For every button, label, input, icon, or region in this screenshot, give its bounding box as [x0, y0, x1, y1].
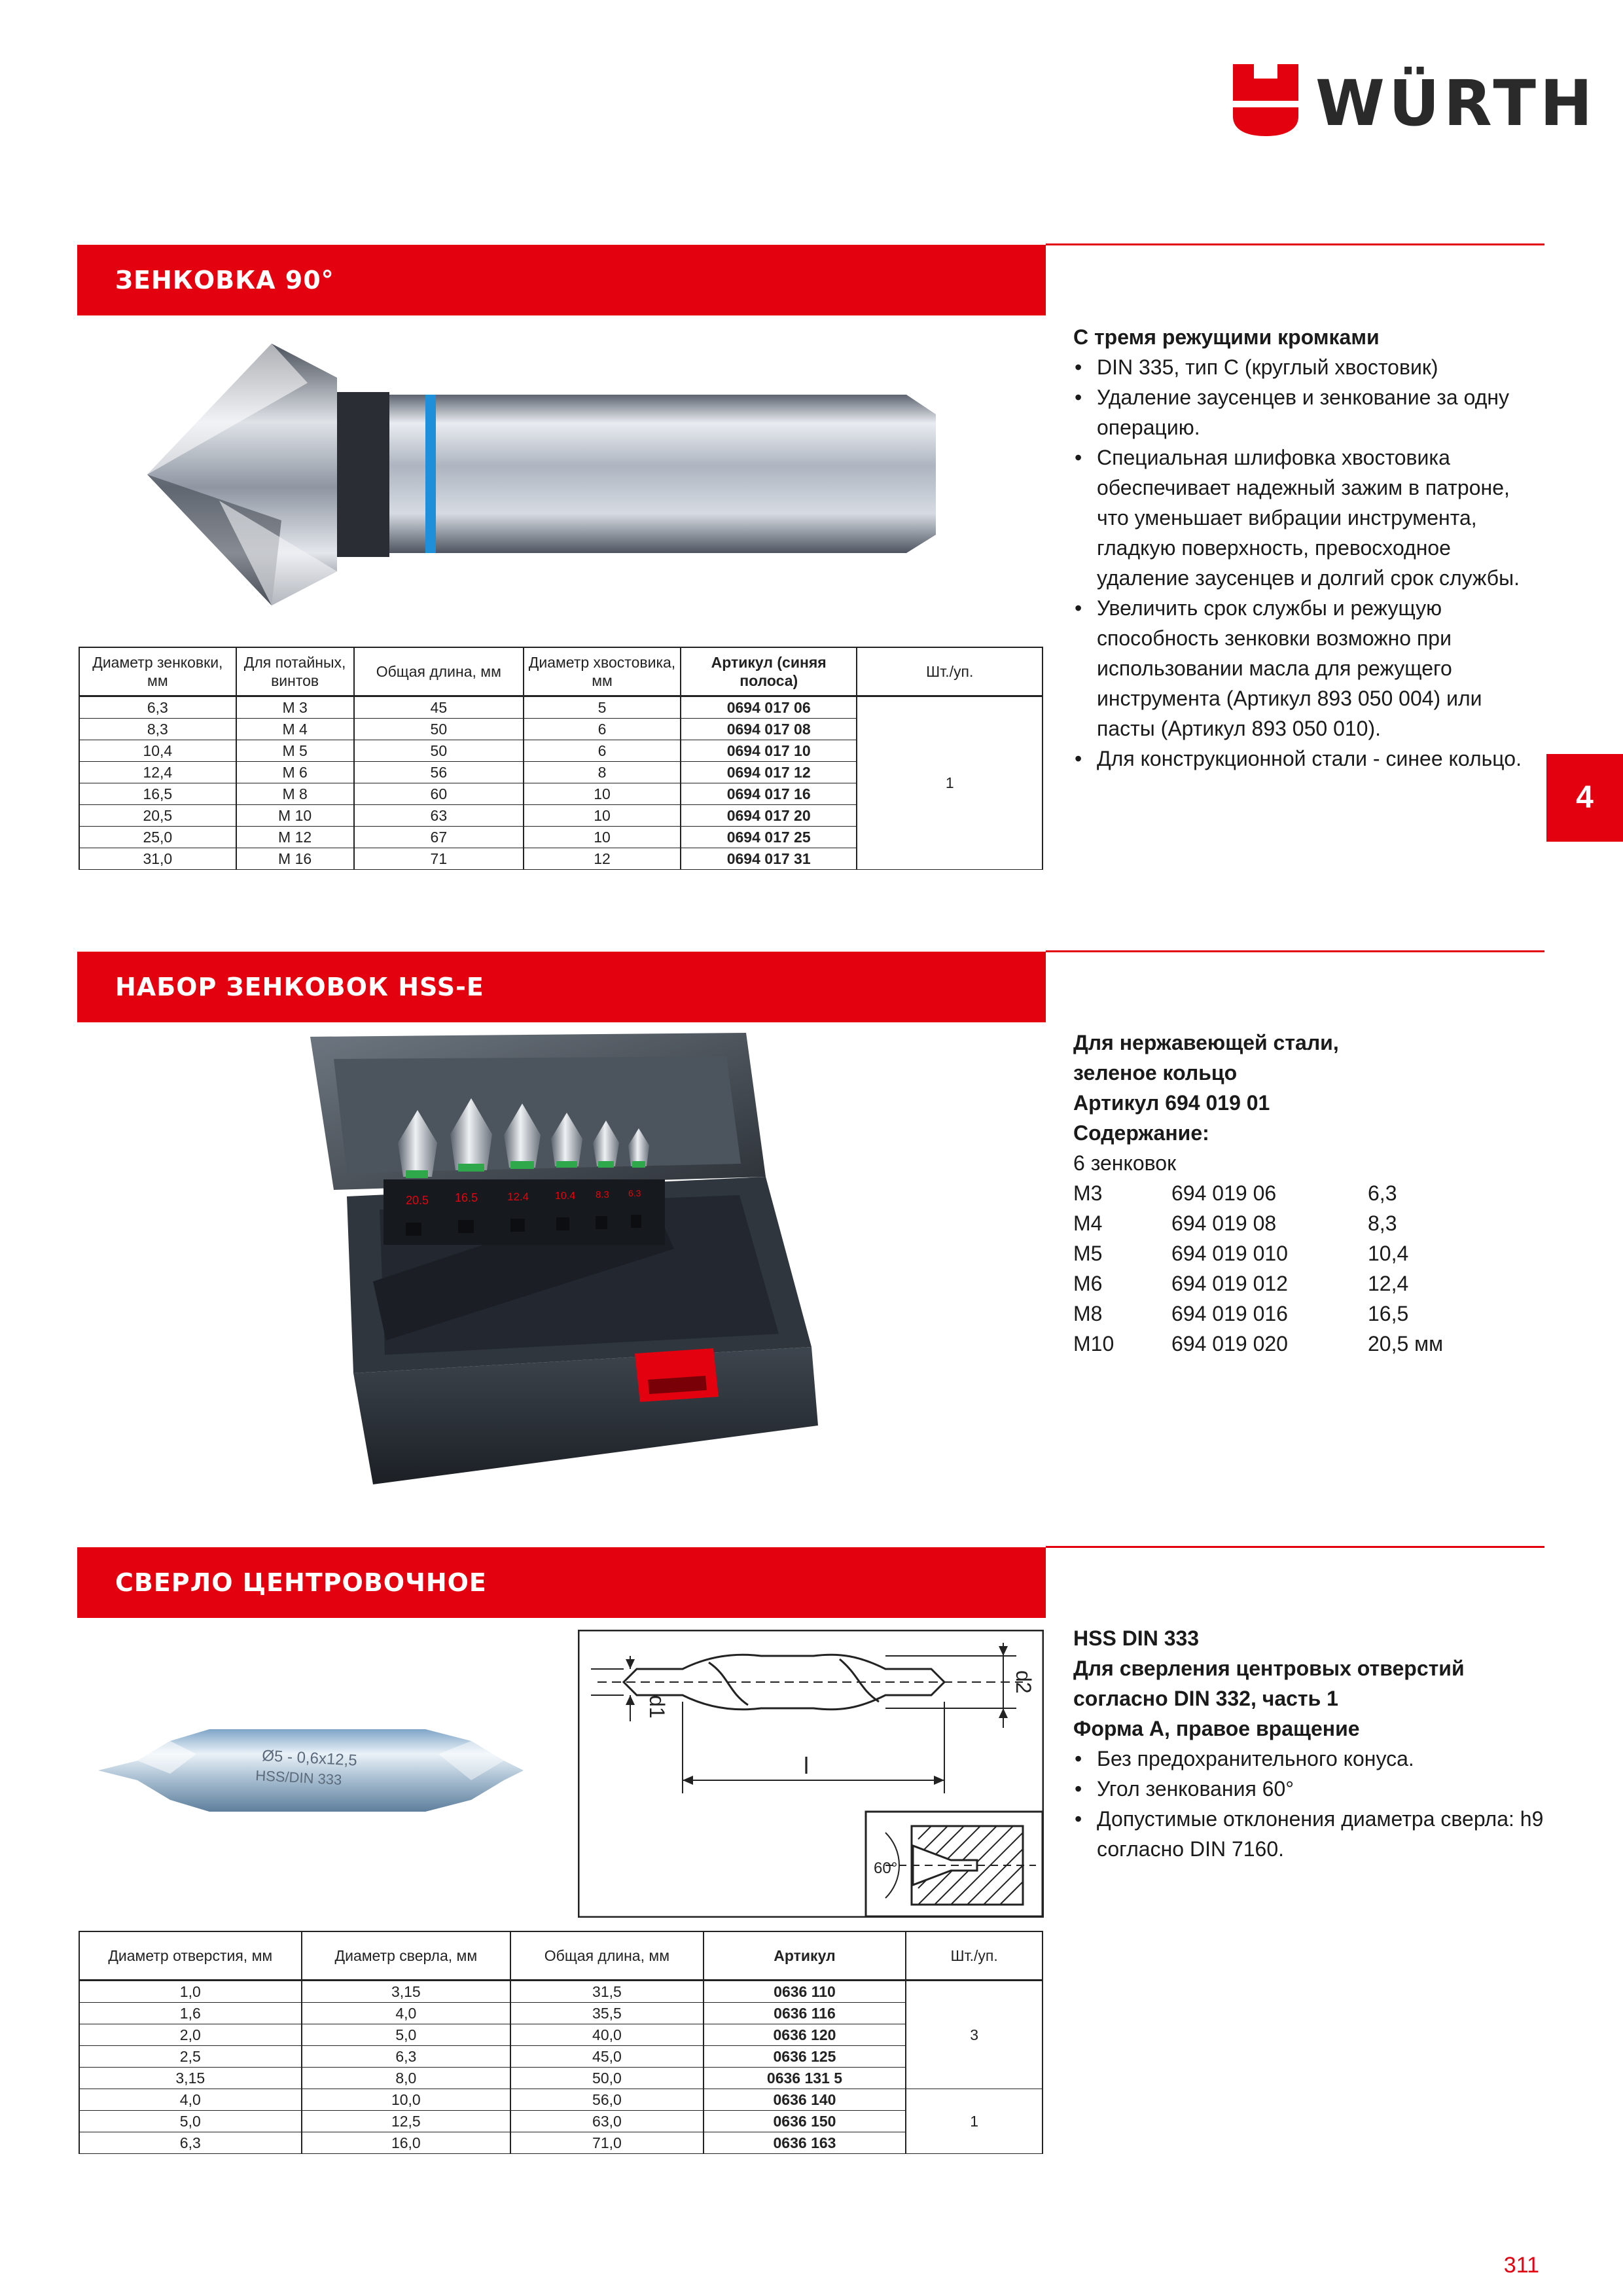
- section3-description: [1073, 1623, 1544, 1864]
- case-latch-icon: [635, 1348, 719, 1402]
- table-cell: 12,5: [302, 2110, 511, 2132]
- table-cell: 10: [524, 783, 681, 804]
- list-cell: M5: [1073, 1242, 1103, 1265]
- list-cell: 10,4: [1368, 1242, 1409, 1265]
- table-cell: 12,4: [79, 761, 236, 783]
- table-row: [79, 2045, 1043, 2067]
- article-number: 0636 120: [704, 2024, 906, 2045]
- section-divider: [1046, 950, 1544, 952]
- bit-size-label: 16.5: [455, 1191, 478, 1204]
- bit-size-label: 20.5: [406, 1194, 429, 1207]
- table-cell: 5: [524, 696, 681, 718]
- table-cell: 2,0: [79, 2024, 302, 2045]
- list-item: [1073, 1299, 1443, 1329]
- section3-heading-line: HSS DIN 333: [1073, 1626, 1200, 1650]
- center-drill-image: [98, 1715, 524, 1826]
- table-cell: 45,0: [510, 2045, 704, 2067]
- table-cell: 10: [524, 826, 681, 848]
- dimension-label: d2: [1012, 1670, 1035, 1694]
- table-cell: 6,3: [302, 2045, 511, 2067]
- table-cell: 10,4: [79, 740, 236, 761]
- table-cell: 60: [354, 783, 524, 804]
- section1-description: [1073, 322, 1544, 774]
- table-cell: M 16: [236, 848, 354, 869]
- article-number: 0636 163: [704, 2132, 906, 2153]
- section-title: ЗЕНКОВКА 90°: [115, 266, 334, 295]
- column-header: Артикул: [704, 1931, 906, 1980]
- article-number: 0636 150: [704, 2110, 906, 2132]
- table-cell: 63,0: [510, 2110, 704, 2132]
- bit-size-label: 10.4: [555, 1191, 576, 1202]
- bit-size-label: 12.4: [507, 1191, 529, 1203]
- engraving-text: HSS/DIN 333: [255, 1767, 342, 1788]
- table-cell: M 3: [236, 696, 354, 718]
- column-header: Шт./уп.: [857, 647, 1043, 696]
- list-cell: 694 019 08: [1171, 1211, 1277, 1235]
- table-cell: 1,0: [79, 1980, 302, 2002]
- list-item: [1073, 1329, 1443, 1359]
- table-cell: 3,15: [79, 2067, 302, 2089]
- list-cell: 8,3: [1368, 1211, 1397, 1235]
- table-cell: 12: [524, 848, 681, 869]
- table-cell: M 10: [236, 804, 354, 826]
- table-cell: 5,0: [79, 2110, 302, 2132]
- table-cell: 16,0: [302, 2132, 511, 2153]
- table-cell: 4,0: [302, 2002, 511, 2024]
- list-cell: M4: [1073, 1211, 1103, 1235]
- countersink-table: [79, 647, 1043, 870]
- list-cell: 694 019 016: [1171, 1302, 1288, 1325]
- table-cell: 56,0: [510, 2089, 704, 2110]
- brand-name: WÜRTH: [1315, 67, 1597, 140]
- table-row: [79, 696, 1043, 718]
- table-cell: 67: [354, 826, 524, 848]
- list-cell: 694 019 010: [1171, 1242, 1288, 1265]
- list-cell: 694 019 012: [1171, 1272, 1288, 1295]
- center-drill-table: [79, 1931, 1043, 2154]
- table-cell: 5,0: [302, 2024, 511, 2045]
- section2-heading-line: Содержание:: [1073, 1121, 1209, 1145]
- list-item: [1073, 1208, 1443, 1238]
- pack-quantity: 1: [906, 2089, 1043, 2153]
- article-number: 0694 017 16: [681, 783, 857, 804]
- page-number: 311: [1503, 2253, 1539, 2278]
- table-cell: M 12: [236, 826, 354, 848]
- dimension-label: d1: [645, 1695, 669, 1719]
- section3-heading-line: согласно DIN 332, часть 1: [1073, 1687, 1338, 1710]
- list-cell: M8: [1073, 1302, 1103, 1325]
- table-cell: M 4: [236, 718, 354, 740]
- bullet-item: • Без предохранительного конуса.: [1073, 1744, 1544, 1774]
- bit-size-label: 8.3: [596, 1189, 609, 1200]
- article-number: 0636 110: [704, 1980, 906, 2002]
- engraving-text: Ø5 - 0,6x12,5: [261, 1747, 358, 1770]
- table-cell: 56: [354, 761, 524, 783]
- column-header: Общая длина, мм: [510, 1931, 704, 1980]
- column-header: Диаметр хвостовика, мм: [524, 647, 681, 696]
- list-cell: 694 019 020: [1171, 1332, 1288, 1355]
- table-cell: 71: [354, 848, 524, 869]
- list-cell: 20,5 мм: [1368, 1332, 1444, 1355]
- list-cell: 16,5: [1368, 1302, 1409, 1325]
- article-number: 0694 017 10: [681, 740, 857, 761]
- section-divider: [1046, 243, 1544, 245]
- table-cell: 8,0: [302, 2067, 511, 2089]
- table-cell: 1,6: [79, 2002, 302, 2024]
- bullet-item: • Угол зенкования 60°: [1073, 1774, 1544, 1804]
- table-cell: M 6: [236, 761, 354, 783]
- article-number: 0636 116: [704, 2002, 906, 2024]
- table-cell: 8: [524, 761, 681, 783]
- pack-quantity: 1: [857, 696, 1043, 869]
- article-number: 0694 017 31: [681, 848, 857, 869]
- article-number: 0694 017 20: [681, 804, 857, 826]
- table-cell: M 8: [236, 783, 354, 804]
- table-cell: 45: [354, 696, 524, 718]
- table-cell: 16,5: [79, 783, 236, 804]
- section2-description: [1073, 1028, 1544, 1359]
- countersink-set-case-image: [308, 1033, 818, 1484]
- section1-heading: С тремя режущими кромками: [1073, 325, 1380, 349]
- set-count: 6 зенковок: [1073, 1151, 1177, 1175]
- table-row: [79, 2110, 1043, 2132]
- table-row: [79, 2067, 1043, 2089]
- table-cell: 8,3: [79, 718, 236, 740]
- table-cell: 10,0: [302, 2089, 511, 2110]
- angle-label: 60°: [874, 1859, 898, 1877]
- list-cell: M3: [1073, 1181, 1103, 1205]
- table-cell: M 5: [236, 740, 354, 761]
- table-cell: 6,3: [79, 2132, 302, 2153]
- column-header: Диаметр отверстия, мм: [79, 1931, 302, 1980]
- column-header: Диаметр сверла, мм: [302, 1931, 511, 1980]
- list-cell: 12,4: [1368, 1272, 1409, 1295]
- section-divider: [1046, 1546, 1544, 1548]
- article-number: 0636 125: [704, 2045, 906, 2067]
- table-cell: 50: [354, 718, 524, 740]
- column-header: Артикул (синяя полоса): [681, 647, 857, 696]
- pack-quantity: 3: [906, 1980, 1043, 2089]
- table-cell: 10: [524, 804, 681, 826]
- table-cell: 63: [354, 804, 524, 826]
- countersink-image: [141, 337, 946, 612]
- center-drill-diagram: [578, 1630, 1044, 1918]
- table-cell: 3,15: [302, 1980, 511, 2002]
- table-cell: 35,5: [510, 2002, 704, 2024]
- chapter-tab: 4: [1546, 754, 1623, 842]
- table-cell: 31,0: [79, 848, 236, 869]
- table-row: [79, 2132, 1043, 2153]
- table-cell: 50,0: [510, 2067, 704, 2089]
- table-cell: 6: [524, 718, 681, 740]
- table-cell: 31,5: [510, 1980, 704, 2002]
- bullet-item: • DIN 335, тип C (круглый хвостовик): [1073, 352, 1544, 382]
- article-number: 0636 140: [704, 2089, 906, 2110]
- bit-size-label: 6.3: [628, 1188, 641, 1198]
- list-cell: M10: [1073, 1332, 1115, 1355]
- section2-heading-line: зеленое кольцо: [1073, 1061, 1238, 1085]
- set-contents-list: [1073, 1178, 1443, 1359]
- article-number: 0694 017 06: [681, 696, 857, 718]
- article-number: 0694 017 25: [681, 826, 857, 848]
- section2-heading-line: Для нержавеющей стали,: [1073, 1031, 1339, 1054]
- article-number: 0636 131 5: [704, 2067, 906, 2089]
- bullet-item: • Увеличить срок службы и режущую способность зенковки возможно при использовании масла для режущего инструмента (Артикул 893 050 004) или пасты (Артикул 893 050 010).: [1073, 593, 1544, 744]
- list-cell: 6,3: [1368, 1181, 1397, 1205]
- column-header: Шт./уп.: [906, 1931, 1043, 1980]
- table-cell: 20,5: [79, 804, 236, 826]
- table-cell: 25,0: [79, 826, 236, 848]
- list-item: [1073, 1268, 1443, 1299]
- table-cell: 6: [524, 740, 681, 761]
- section3-heading-line: Форма А, правое вращение: [1073, 1717, 1360, 1740]
- section-title: НАБОР ЗЕНКОВОК HSS-E: [115, 973, 484, 1001]
- list-item: [1073, 1238, 1443, 1268]
- list-item: [1073, 1178, 1443, 1208]
- article-number: 0694 017 08: [681, 718, 857, 740]
- column-header: Для потайных, винтов: [236, 647, 354, 696]
- bullet-item: • Удаление заусенцев и зенкование за одну операцию.: [1073, 382, 1544, 442]
- bullet-item: • Допустимые отклонения диаметра сверла: h9 согласно DIN 7160.: [1073, 1804, 1544, 1864]
- wurth-logo-icon: [1233, 64, 1298, 136]
- section3-heading-line: Для сверления центровых отверстий: [1073, 1657, 1465, 1680]
- list-cell: 694 019 06: [1171, 1181, 1277, 1205]
- table-row: [79, 2089, 1043, 2110]
- table-row: [79, 2002, 1043, 2024]
- table-cell: 6,3: [79, 696, 236, 718]
- column-header: Общая длина, мм: [354, 647, 524, 696]
- bullet-item: • Для конструкционной стали - синее кольцо.: [1073, 744, 1544, 774]
- table-cell: 50: [354, 740, 524, 761]
- table-row: [79, 1980, 1043, 2002]
- article-number: 0694 017 12: [681, 761, 857, 783]
- bullet-item: • Специальная шлифовка хвостовика обеспечивает надежный зажим в патроне, что уменьшает вибрации инструмента, гладкую поверхность, превосходное удаление заусенцев и долгий срок службы.: [1073, 442, 1544, 593]
- table-cell: 4,0: [79, 2089, 302, 2110]
- column-header: Диаметр зенковки, мм: [79, 647, 236, 696]
- list-cell: M6: [1073, 1272, 1103, 1295]
- section2-heading-line: Артикул 694 019 01: [1073, 1091, 1270, 1115]
- table-cell: 71,0: [510, 2132, 704, 2153]
- table-cell: 40,0: [510, 2024, 704, 2045]
- section-title: СВЕРЛО ЦЕНТРОВОЧНОЕ: [115, 1568, 487, 1597]
- table-row: [79, 2024, 1043, 2045]
- dimension-label: l: [804, 1752, 809, 1779]
- table-cell: 2,5: [79, 2045, 302, 2067]
